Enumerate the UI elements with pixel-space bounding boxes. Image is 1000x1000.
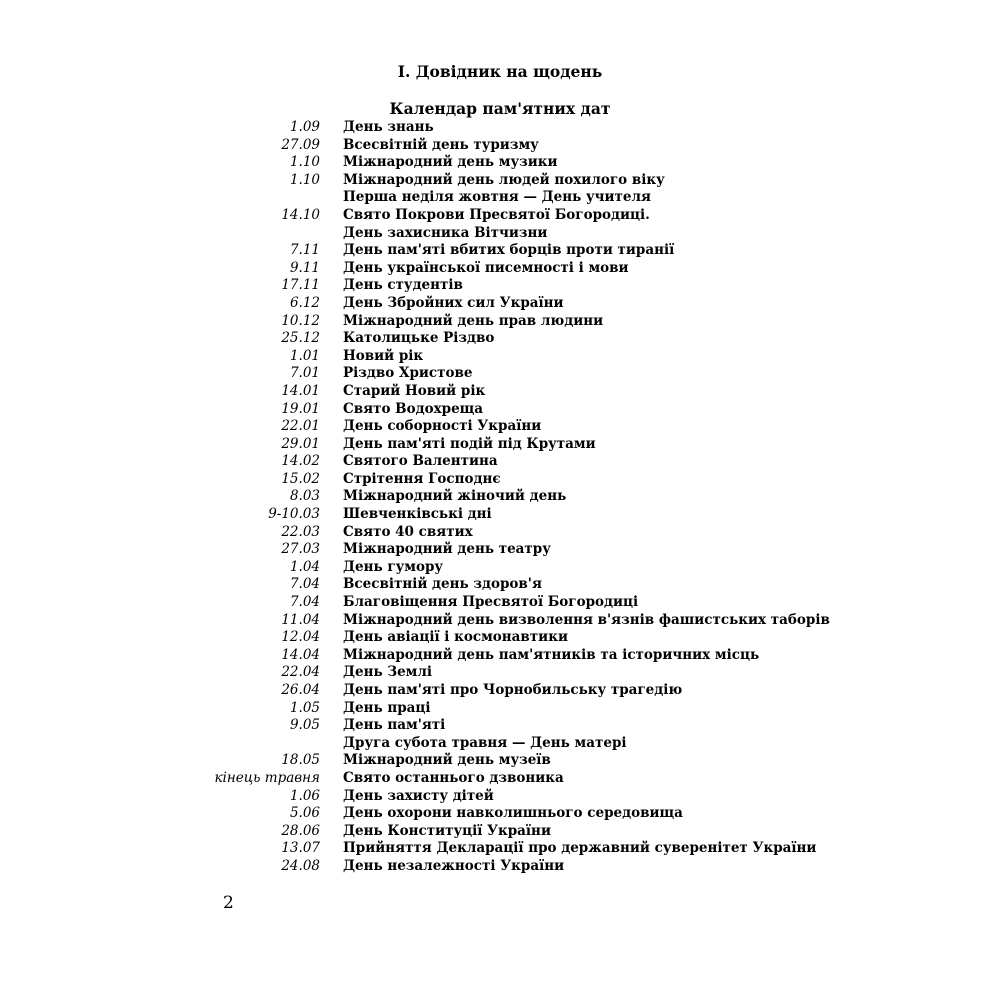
calendar-date: 7.11 [289,242,320,259]
calendar-event: День праці [343,699,431,716]
calendar-row [0,295,1000,313]
calendar-date: 14.01 [281,382,320,399]
calendar-row [0,823,1000,841]
calendar-row [0,313,1000,331]
calendar-row [0,752,1000,770]
calendar-date: 14.02 [281,453,320,470]
calendar-event: Свято Покрови Пресвятої Богородиці. [343,206,650,223]
calendar-date: 22.04 [281,664,320,681]
calendar-event: День охорони навколишнього середовища [343,805,683,822]
calendar-event: День студентів [343,277,463,294]
calendar-event: Міжнародний день музеїв [343,752,551,769]
calendar-event: Стрітення Господнє [343,470,501,487]
calendar-row [0,488,1000,506]
calendar-row [0,418,1000,436]
calendar-date: 19.01 [281,400,320,417]
calendar-row [0,858,1000,876]
calendar-row [0,524,1000,542]
calendar-event: Прийняття Декларації про державний суверенітет України [343,840,817,857]
calendar-event: День української писемності і мови [343,259,629,276]
calendar-event: Всесвітній день туризму [343,136,539,153]
calendar-row [0,647,1000,665]
calendar-row [0,471,1000,489]
calendar-event: Свято останнього дзвоника [343,769,564,786]
calendar-event: Католицьке Різдво [343,330,495,347]
calendar-event: Міжнародний день визволення в'язнів фашистських таборів [343,611,830,628]
calendar-row [0,207,1000,225]
calendar-date: 7.01 [289,365,320,382]
calendar-date: 24.08 [281,857,320,874]
calendar-event: Перша неділя жовтня — День учителя [343,189,651,206]
calendar-event: Міжнародний день пам'ятників та історичних місць [343,646,760,663]
calendar-event: День Збройних сил України [343,294,564,311]
calendar-row [0,541,1000,559]
calendar-event: Свято 40 святих [343,523,473,540]
calendar-date: 26.04 [281,682,320,698]
calendar-event: День захисника Вітчизни [343,224,548,241]
calendar-event: Старий Новий рік [343,382,486,399]
calendar-date: 12.04 [281,629,320,646]
calendar-row [0,559,1000,577]
calendar-date: 10.12 [281,312,320,329]
calendar-date: 15.02 [281,470,320,487]
calendar-date: 25.12 [281,330,320,347]
section-title: I. Довідник на щодень [397,62,603,81]
calendar-date: 14.10 [281,206,320,223]
calendar-date: 1.06 [289,787,320,804]
calendar-title: Календар пам'ятних дат [389,99,611,118]
calendar-date: 29.01 [281,435,320,452]
calendar-event: Міжнародний день людей похилого віку [343,171,665,188]
calendar-row [0,664,1000,682]
calendar-date: 8.03 [289,488,320,505]
calendar-event: Святого Валентина [343,453,498,470]
calendar-date: 7.04 [289,594,320,611]
calendar-row [0,154,1000,172]
calendar-row [0,840,1000,858]
calendar-event: Друга субота травня — День матері [343,734,627,751]
calendar-row [0,805,1000,823]
calendar-event: Свято Водохреща [343,400,484,417]
calendar-event: Міжнародний жіночий день [343,488,567,505]
calendar-event: Міжнародний день театру [343,541,551,558]
calendar-row [0,770,1000,788]
calendar-row [0,453,1000,471]
calendar-date: 17.11 [281,277,320,294]
calendar-row [0,137,1000,155]
calendar-event: Благовіщення Пресвятої Богородиці [343,594,639,611]
calendar-date: 5.06 [289,805,320,822]
calendar-date: 9.05 [289,717,320,734]
calendar-event: День Конституції України [343,822,551,839]
calendar-row [0,225,1000,243]
calendar-event: День захисту дітей [343,787,494,804]
calendar-date: 28.06 [281,822,320,839]
calendar-row [0,119,1000,137]
calendar-row [0,189,1000,207]
calendar-date: 18.05 [281,752,320,769]
calendar-event: Міжнародний день прав людини [343,312,604,329]
calendar-event: День соборності України [343,418,542,435]
calendar-date: 7.04 [289,576,320,593]
calendar-row [0,401,1000,419]
calendar-date: 27.03 [281,541,320,558]
calendar-date: 1.01 [289,347,320,364]
calendar-row [0,506,1000,524]
calendar-row [0,682,1000,700]
calendar-event: Різдво Христове [343,365,473,382]
calendar-event: День авіації і космонавтики [343,629,568,646]
calendar-event: Шевченківські дні [343,506,492,523]
calendar-row [0,436,1000,454]
calendar-date: 11.04 [281,611,320,628]
calendar-event: День гумору [343,558,444,575]
calendar-row [0,365,1000,383]
calendar-row [0,330,1000,348]
calendar-date: 22.01 [281,418,320,435]
calendar-row [0,348,1000,366]
calendar-row [0,242,1000,260]
page-number: 2 [223,893,234,913]
calendar-event: Міжнародний день музики [343,154,558,171]
calendar-date: 6.12 [289,294,320,311]
calendar-row [0,629,1000,647]
calendar-row [0,260,1000,278]
calendar-event: Всесвітній день здоров'я [343,576,542,593]
calendar-row [0,700,1000,718]
calendar-date: 1.05 [289,699,320,716]
calendar-row [0,788,1000,806]
calendar-row [0,277,1000,295]
calendar-date: кінець травня [214,769,320,786]
calendar-list [0,119,1000,876]
calendar-date: 1.09 [289,119,320,135]
calendar-row [0,594,1000,612]
calendar-date: 1.10 [289,171,320,188]
calendar-row [0,383,1000,401]
calendar-row [0,612,1000,630]
calendar-row [0,735,1000,753]
calendar-date: 9-10.03 [268,506,320,523]
calendar-date: 13.07 [281,840,320,857]
calendar-row [0,717,1000,735]
calendar-row [0,172,1000,190]
calendar-event: День пам'яті про Чорнобильську трагедію [343,682,683,698]
calendar-date: 14.04 [281,646,320,663]
calendar-date: 27.09 [281,136,320,153]
calendar-event: День Землі [343,664,433,681]
calendar-date: 9.11 [289,259,320,276]
calendar-date: 1.10 [289,154,320,171]
calendar-row [0,576,1000,594]
calendar-event: День знань [343,119,434,135]
calendar-event: День незалежності України [343,857,565,874]
calendar-event: День пам'яті вбитих борців проти тиранії [343,242,675,259]
calendar-date: 1.04 [289,558,320,575]
calendar-date: 22.03 [281,523,320,540]
calendar-event: День пам'яті подій під Крутами [343,435,596,452]
calendar-event: День пам'яті [343,717,446,734]
calendar-event: Новий рік [343,347,424,364]
